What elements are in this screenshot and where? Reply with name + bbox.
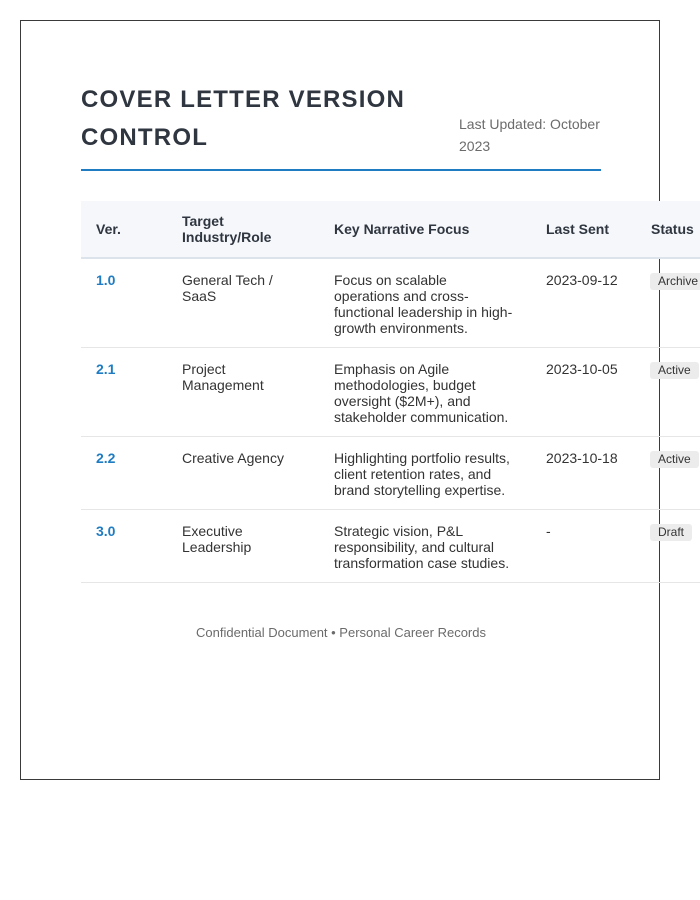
column-header-last-sent: Last Sent [531,201,636,258]
version-cell: 2.1 [81,348,167,437]
column-header-status: Status [636,201,700,258]
last-sent-cell: 2023-10-05 [531,348,636,437]
column-header-focus: Key Narrative Focus [319,201,531,258]
table-row [81,510,700,583]
table-header [81,201,700,258]
focus-cell: Focus on scalable operations and cross-functional leadership in high-growth environments. [319,258,531,348]
target-cell: Creative Agency [167,437,319,510]
focus-cell: Emphasis on Agile methodologies, budget oversight ($2M+), and stakeholder communication. [319,348,531,437]
last-sent-cell: 2023-09-12 [531,258,636,348]
status-badge: Active [650,362,699,379]
column-header-version: Ver. [81,201,167,258]
version-cell: 2.2 [81,437,167,510]
last-updated-text: Last Updated: October 2023 [459,116,600,154]
status-cell [636,510,700,583]
document-header [81,81,601,171]
versions-table [81,201,700,583]
last-sent-cell: 2023-10-18 [531,437,636,510]
status-cell [636,348,700,437]
focus-cell: Strategic vision, P&L responsibility, and cultural transformation case studies. [319,510,531,583]
document-page [20,20,699,780]
status-badge: Draft [650,524,692,541]
page-title: COVER LETTER VERSION CONTROL [81,86,406,151]
column-header-target: Target Industry/Role [167,201,319,258]
table-body [81,258,700,583]
target-cell: Project Management [167,348,319,437]
status-cell [636,437,700,510]
version-cell: 3.0 [81,510,167,583]
last-sent-cell: - [531,510,636,583]
status-badge: Active [650,451,699,468]
target-cell: Executive Leadership [167,510,319,583]
status-badge: Archive [650,273,700,290]
target-cell: General Tech / SaaS [167,258,319,348]
focus-cell: Highlighting portfolio results, client retention rates, and brand storytelling expertise. [319,437,531,510]
table-row [81,258,700,348]
table-row [81,437,700,510]
document-content [81,81,699,640]
table-header-row [81,201,700,258]
status-cell [636,258,700,348]
table-row [81,348,700,437]
version-cell: 1.0 [81,258,167,348]
document-footer: Confidential Document • Personal Career Records [196,625,486,640]
